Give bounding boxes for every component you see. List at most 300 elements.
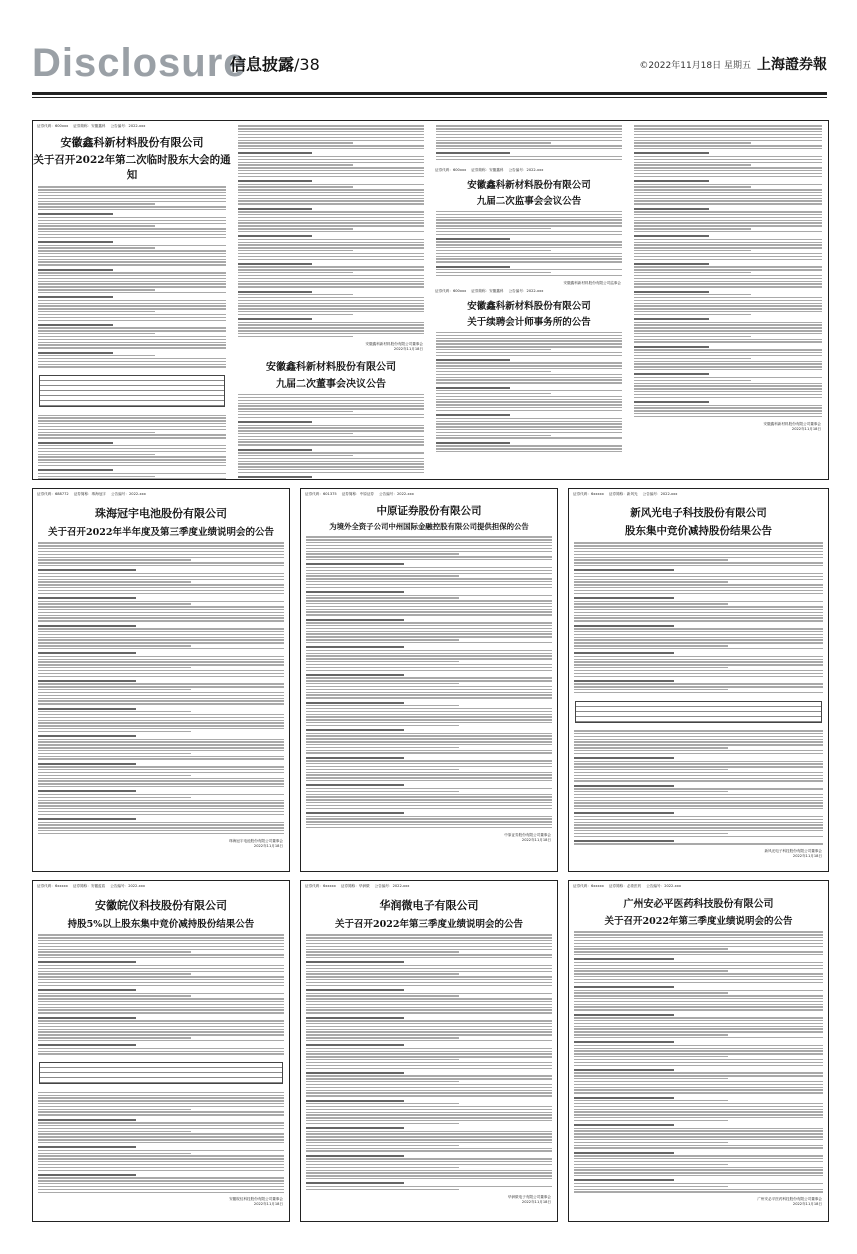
text-line <box>436 332 622 333</box>
text-line <box>634 361 822 362</box>
text-line <box>238 176 424 177</box>
text-line <box>38 456 226 457</box>
text-line <box>574 597 674 599</box>
text-line <box>38 1031 284 1032</box>
text-line <box>238 272 353 273</box>
text-line <box>634 162 822 163</box>
text-line <box>306 553 459 554</box>
text-line <box>38 1133 284 1134</box>
text-line <box>38 780 284 781</box>
text-line <box>574 1183 823 1184</box>
text-line <box>306 750 552 751</box>
text-line <box>574 606 823 607</box>
text-line <box>306 951 459 952</box>
text-line <box>436 142 551 143</box>
text-line <box>306 1084 552 1085</box>
text-line <box>306 760 552 761</box>
text-line <box>574 986 674 988</box>
text-line <box>238 195 424 196</box>
text-line <box>634 189 822 190</box>
text-line <box>38 637 284 638</box>
text-line <box>574 1136 823 1137</box>
text-line <box>306 633 552 634</box>
text-line <box>38 995 191 996</box>
text-line <box>574 1028 823 1029</box>
notice-meta: 证券代码：6xxxxx 证券简称：华润微 公告编号：2022-xxx <box>305 884 410 888</box>
notice-title: 为境外全资子公司中州国际金融控股有限公司提供担保的公告 <box>329 522 529 531</box>
text-line <box>38 708 136 710</box>
text-line <box>238 469 424 470</box>
text-line <box>238 235 312 237</box>
text-line <box>306 949 552 950</box>
text-line <box>436 148 622 149</box>
text-line <box>306 578 552 579</box>
text-line <box>38 448 226 449</box>
text-line <box>306 603 552 604</box>
text-line <box>306 774 552 775</box>
text-line <box>634 186 751 187</box>
text-line <box>38 985 284 986</box>
notice-company: 安徽皖仪科技股份有限公司 <box>95 899 227 912</box>
text-line <box>38 333 155 334</box>
text-line <box>634 410 822 411</box>
text-line <box>634 256 822 257</box>
text-line <box>38 1109 191 1110</box>
text-line <box>574 587 823 588</box>
text-line <box>574 584 823 585</box>
text-line <box>306 1136 552 1137</box>
text-line <box>306 1029 552 1030</box>
text-line <box>238 291 312 293</box>
text-line <box>574 1023 823 1024</box>
text-line <box>574 1120 728 1121</box>
text-line <box>38 625 136 627</box>
text-line <box>38 703 284 704</box>
text-line <box>574 979 823 980</box>
text-line <box>38 327 226 328</box>
text-line <box>574 1191 823 1192</box>
text-line <box>574 1014 674 1016</box>
text-line <box>306 625 552 626</box>
text-line <box>574 664 823 665</box>
text-line <box>634 137 822 138</box>
text-line <box>38 545 284 546</box>
text-line <box>38 698 284 699</box>
text-line <box>306 1161 552 1162</box>
text-line <box>306 1123 459 1124</box>
text-line <box>634 294 751 295</box>
text-line <box>38 361 226 362</box>
text-line <box>436 414 510 416</box>
text-line <box>38 344 226 345</box>
text-line <box>436 451 622 452</box>
text-line <box>38 1020 284 1021</box>
text-line <box>306 1012 552 1013</box>
text-line <box>574 625 674 627</box>
text-line <box>306 619 404 621</box>
text-line <box>38 269 113 271</box>
notice-signature: 中原证券股份有限公司董事会 <box>504 832 551 837</box>
text-line <box>38 670 284 671</box>
text-line <box>306 1072 404 1074</box>
text-line <box>238 128 424 129</box>
text-line <box>574 998 823 999</box>
text-line <box>306 1065 552 1066</box>
text-line <box>38 648 284 649</box>
notice-block-zhongyuan <box>300 488 558 872</box>
text-line <box>238 421 312 423</box>
text-line <box>574 830 823 831</box>
text-line <box>634 339 822 340</box>
text-line <box>634 391 822 392</box>
text-line <box>38 473 226 474</box>
text-line <box>38 747 284 748</box>
text-line <box>38 951 191 952</box>
text-line <box>306 611 552 612</box>
text-line <box>38 261 226 262</box>
text-line <box>306 1164 552 1165</box>
text-line <box>306 802 552 803</box>
text-line <box>306 591 404 593</box>
text-line <box>238 472 424 473</box>
text-line <box>38 584 284 585</box>
text-line <box>306 581 552 582</box>
text-line <box>38 827 284 828</box>
text-line <box>306 1170 552 1171</box>
text-line <box>436 125 622 126</box>
text-line <box>38 225 155 226</box>
text-line <box>574 628 823 629</box>
text-line <box>38 203 155 204</box>
text-line <box>306 1026 552 1027</box>
text-line <box>634 303 822 304</box>
text-line <box>306 973 459 974</box>
text-line <box>238 159 424 160</box>
text-line <box>306 674 404 676</box>
text-line <box>306 1090 552 1091</box>
text-line <box>306 1001 552 1002</box>
text-line <box>238 294 353 295</box>
text-line <box>574 1097 674 1099</box>
text-line <box>634 358 751 359</box>
text-line <box>574 805 823 806</box>
text-line <box>634 286 822 287</box>
notice-meta: 证券代码：688772 证券简称：珠海冠宇 公告编号：2022-xxx <box>37 492 146 496</box>
text-line <box>574 1109 823 1110</box>
text-line <box>436 228 551 229</box>
text-line <box>574 812 674 814</box>
text-line <box>38 824 284 825</box>
text-line <box>436 231 622 232</box>
text-line <box>238 214 424 215</box>
text-line <box>38 1164 284 1165</box>
text-line <box>306 1103 459 1104</box>
text-line <box>436 379 622 380</box>
text-line <box>574 1092 823 1093</box>
text-line <box>306 1068 552 1069</box>
text-line <box>38 355 155 356</box>
text-line <box>634 311 822 312</box>
text-line <box>574 965 823 966</box>
text-line <box>634 167 822 168</box>
text-line <box>38 562 284 563</box>
text-line <box>574 661 823 662</box>
text-line <box>574 612 823 613</box>
header-rule-thin <box>32 97 827 98</box>
text-line <box>634 397 822 398</box>
text-line <box>436 429 622 430</box>
text-line <box>436 362 622 363</box>
text-line <box>38 317 226 318</box>
text-line <box>38 264 226 265</box>
text-line <box>574 1020 823 1021</box>
text-line <box>574 843 823 844</box>
text-line <box>634 272 751 273</box>
text-line <box>38 320 226 321</box>
text-line <box>38 314 226 315</box>
text-line <box>38 1048 284 1049</box>
text-line <box>38 593 284 594</box>
text-line <box>574 1078 728 1079</box>
text-line <box>38 772 284 773</box>
text-line <box>574 970 728 971</box>
text-line <box>436 393 551 394</box>
text-line <box>574 1089 823 1090</box>
text-line <box>436 396 622 397</box>
text-line <box>38 1004 284 1005</box>
text-line <box>38 720 284 721</box>
text-line <box>38 330 226 331</box>
text-line <box>38 601 284 602</box>
text-line <box>436 256 622 257</box>
text-line <box>634 405 822 406</box>
text-line <box>306 733 552 734</box>
text-line <box>634 380 751 381</box>
text-line <box>38 1192 284 1193</box>
text-line <box>436 238 510 240</box>
text-line <box>306 609 552 610</box>
text-line <box>306 1106 552 1107</box>
text-line <box>436 435 551 436</box>
text-line <box>306 1158 552 1159</box>
text-line <box>38 934 284 935</box>
text-line <box>574 1072 823 1073</box>
text-line <box>38 957 284 958</box>
text-line <box>238 400 424 401</box>
text-line <box>574 1130 823 1131</box>
text-line <box>574 1111 823 1112</box>
text-line <box>436 152 510 154</box>
text-line <box>238 189 424 190</box>
text-line <box>436 159 622 160</box>
table-row <box>576 717 821 722</box>
text-line <box>306 995 459 996</box>
text-line <box>574 1084 823 1085</box>
text-line <box>38 763 136 765</box>
notice-body-2 <box>33 1087 289 1197</box>
text-line <box>38 220 226 221</box>
text-line <box>238 403 424 404</box>
text-line <box>306 735 552 736</box>
text-line <box>574 620 823 621</box>
text-line <box>306 943 552 944</box>
text-line <box>306 744 552 745</box>
text-line <box>38 305 226 306</box>
text-line <box>306 1127 404 1129</box>
notice-body-2 <box>431 207 627 281</box>
notice-meta-2: 证券代码：600xxx 证券简称：安徽鑫科 公告编号：2022-xxx <box>435 288 544 293</box>
text-line <box>38 664 284 665</box>
text-line <box>38 700 284 701</box>
notice-title: 持股5%以上股东集中竞价减持股份结果公告 <box>67 919 255 930</box>
text-line <box>38 579 284 580</box>
text-line <box>574 1147 823 1148</box>
text-line <box>574 1169 823 1170</box>
text-line <box>38 434 226 435</box>
text-line <box>38 590 284 591</box>
text-line <box>574 802 823 803</box>
text-line <box>38 358 226 359</box>
text-line <box>38 1111 284 1112</box>
notice-meta: 证券代码：6xxxxx 证券简称：安徽蓝盾 公告编号：2022-xxx <box>37 884 146 888</box>
text-line <box>238 247 424 248</box>
text-line <box>38 415 226 416</box>
text-line <box>634 259 822 260</box>
header-right <box>639 54 827 74</box>
text-line <box>238 324 424 325</box>
text-line <box>38 1155 284 1156</box>
text-line <box>238 308 424 309</box>
text-line <box>574 744 823 745</box>
text-line <box>634 349 822 350</box>
notice-company: 新风光电子科技股份有限公司 <box>630 507 767 519</box>
text-line <box>38 281 226 282</box>
text-line <box>634 250 751 251</box>
text-line <box>238 297 424 298</box>
text-line <box>306 1112 552 1113</box>
text-line <box>306 769 459 770</box>
text-line <box>38 542 284 543</box>
issue-date: ©2022年11月18日 星期五 <box>639 60 751 71</box>
notice-block-wanyi <box>32 880 290 1222</box>
text-line <box>306 808 552 809</box>
text-line <box>574 609 823 610</box>
text-line <box>436 137 622 138</box>
notice-signature: 安徽鑫科新材料股份有限公司监事会 <box>563 280 621 285</box>
text-line <box>38 292 226 293</box>
text-line <box>306 824 552 825</box>
text-line <box>436 371 551 372</box>
text-line <box>38 1146 136 1148</box>
text-line <box>306 1037 459 1038</box>
text-line <box>238 137 424 138</box>
section-name: 信息披露 <box>230 55 295 74</box>
text-line <box>306 567 552 568</box>
text-line <box>306 1017 404 1019</box>
text-line <box>38 569 136 571</box>
text-line <box>238 244 424 245</box>
notice-company-2: 安徽鑫科新材料股份有限公司 <box>467 300 591 312</box>
text-line <box>306 1081 459 1082</box>
text-line <box>38 1097 284 1098</box>
text-line <box>38 347 226 348</box>
text-line <box>38 961 136 963</box>
text-line <box>38 683 284 684</box>
text-line <box>436 266 510 268</box>
text-line <box>38 794 284 795</box>
text-line <box>436 253 622 254</box>
text-line <box>574 637 823 638</box>
text-line <box>38 634 284 635</box>
notice-block-anbiping <box>568 880 829 1222</box>
text-line <box>574 659 823 660</box>
text-line <box>634 352 822 353</box>
text-line <box>634 156 822 157</box>
text-line <box>436 432 622 433</box>
text-line <box>634 269 822 270</box>
text-line <box>574 562 823 563</box>
text-line <box>306 1131 552 1132</box>
text-line <box>38 192 226 193</box>
text-line <box>38 661 284 662</box>
text-line <box>306 584 552 585</box>
text-line <box>306 1075 552 1076</box>
text-line <box>634 242 822 243</box>
notice-signature: 安徽鑫科新材料股份有限公司董事会 <box>365 341 423 346</box>
notice-company: 安徽鑫科新材料股份有限公司 <box>266 361 396 373</box>
text-line <box>574 946 823 947</box>
text-line <box>238 162 424 163</box>
text-line <box>38 231 226 232</box>
text-line <box>306 1053 552 1054</box>
notice-xinke-auditor <box>629 121 827 479</box>
text-line <box>574 559 728 560</box>
text-line <box>306 614 552 615</box>
text-line <box>306 993 552 994</box>
text-line <box>436 214 622 215</box>
text-line <box>634 173 822 174</box>
text-line <box>306 780 552 781</box>
text-line <box>238 217 424 218</box>
text-line <box>38 1139 284 1140</box>
text-line <box>238 180 312 182</box>
text-line <box>634 394 822 395</box>
text-line <box>436 244 622 245</box>
notice-meta: 证券代码：600xxx 证券简称：安徽鑫科 公告编号：2022-xxx <box>37 124 146 128</box>
text-line <box>38 420 226 421</box>
text-line <box>306 1004 552 1005</box>
text-line <box>436 401 622 402</box>
text-line <box>38 342 226 343</box>
text-line <box>574 808 823 809</box>
text-line <box>238 452 424 453</box>
text-line <box>634 341 822 342</box>
text-line <box>238 318 312 320</box>
text-line <box>436 352 622 353</box>
text-line <box>436 399 622 400</box>
text-line <box>574 557 823 558</box>
text-line <box>38 1106 284 1107</box>
text-line <box>574 992 728 993</box>
text-line <box>436 418 622 419</box>
text-line <box>238 164 353 165</box>
text-line <box>38 725 284 726</box>
text-line <box>38 554 284 555</box>
text-line <box>306 680 552 681</box>
text-line <box>38 275 226 276</box>
text-line <box>238 269 424 270</box>
text-line <box>634 300 822 301</box>
